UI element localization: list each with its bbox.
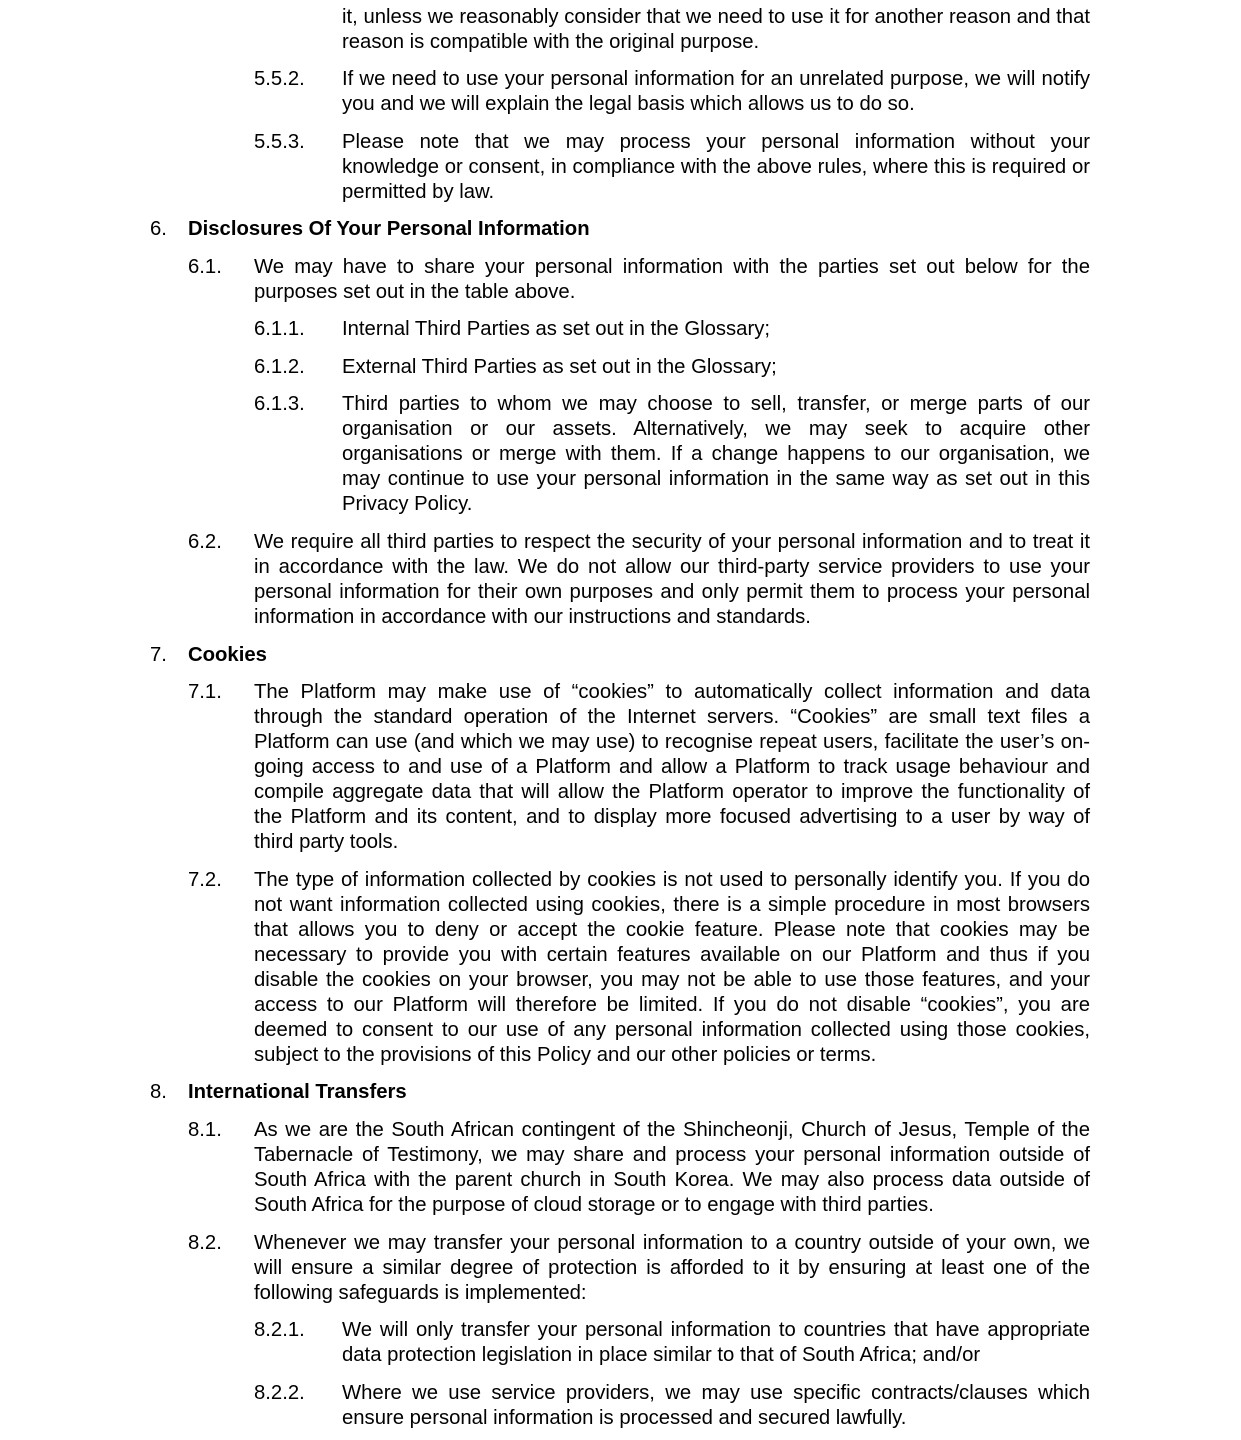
clause-number: 6.2. (188, 531, 222, 553)
clause-5-5-3-text: Please note that we may process your personal information without your knowledge or consent, in compliance with the above rules, where this is required or permitted by law. (342, 131, 1090, 203)
section-number: 7. (150, 644, 167, 666)
clause-8-2-text: Whenever we may transfer your personal information to a country outside of your own, we will ensure a similar degree of protection is afforded to it by ensuring at least one of the following safeguards is implemented: (254, 1232, 1090, 1304)
section-heading-disclosures: Disclosures Of Your Personal Information (188, 218, 590, 240)
clause-number: 6.1.1. (254, 318, 305, 340)
clause-7-1-text: The Platform may make use of “cookies” to automatically collect information and data through the standard operation of the Internet servers. “Cookies” are small text files a Platform can use (and which we may use) to recognise repeat users, facilitate the user’s on-going access to and use of a Platform and allow a Platform to track usage behaviour and compile aggregate data that will allow the Platform operator to improve the functionality of the Platform and its content, and to display more focused advertising to a user by way of third party tools. (254, 681, 1090, 853)
clause-6-2-text: We require all third parties to respect the security of your personal information and to treat it in accordance with the law. We do not allow our third-party service providers to use your personal information for their own purposes and only permit them to process your personal information in accordance with our instructions and standards. (254, 531, 1090, 628)
section-heading-international-transfers: International Transfers (188, 1081, 407, 1103)
clause-number: 8.1. (188, 1119, 222, 1141)
clause-number: 6.1. (188, 256, 222, 278)
clause-6-1-1-text: Internal Third Parties as set out in the Glossary; (342, 318, 770, 340)
clause-5-5-1-continuation: it, unless we reasonably consider that we need to use it for another reason and that reason is compatible with the original purpose. (342, 6, 1090, 53)
clause-8-2-1-text: We will only transfer your personal information to countries that have appropriate data protection legislation in place similar to that of South Africa; and/or (342, 1319, 1090, 1366)
clause-number: 8.2.1. (254, 1319, 305, 1341)
clause-number: 5.5.3. (254, 131, 305, 153)
section-number: 6. (150, 218, 167, 240)
clause-number: 5.5.2. (254, 68, 305, 90)
section-number: 8. (150, 1081, 167, 1103)
clause-6-1-text: We may have to share your personal information with the parties set out below for the purposes set out in the table above. (254, 256, 1090, 303)
clause-number: 8.2.2. (254, 1382, 305, 1404)
clause-8-2-2-text: Where we use service providers, we may use specific contracts/clauses which ensure personal information is processed and secured lawfully. (342, 1382, 1090, 1429)
clause-5-5-2-text: If we need to use your personal information for an unrelated purpose, we will notify you and we will explain the legal basis which allows us to do so. (342, 68, 1090, 115)
clause-number: 6.1.3. (254, 393, 305, 415)
clause-number: 7.2. (188, 869, 222, 891)
clause-number: 7.1. (188, 681, 222, 703)
clause-number: 8.2. (188, 1232, 222, 1254)
section-heading-cookies: Cookies (188, 644, 267, 666)
clause-6-1-2-text: External Third Parties as set out in the Glossary; (342, 356, 777, 378)
clause-6-1-3-text: Third parties to whom we may choose to sell, transfer, or merge parts of our organisation or our assets. Alternatively, we may seek to acquire other organisations or merge with them. If a change happens to our organisation, we may continue to use your personal information in the same way as set out in this Privacy Policy. (342, 393, 1090, 515)
clause-7-2-text: The type of information collected by cookies is not used to personally identify you. If you do not want information collected using cookies, there is a simple procedure in most browsers that allows you to deny or accept the cookie feature. Please note that cookies may be necessary to provide you with certain features available on our Platform and thus if you disable the cookies on your browser, you may not be able to use those features, and your access to our Platform will therefore be limited. If you do not disable “cookies”, you are deemed to consent to our use of any personal information collected using those cookies, subject to the provisions of this Policy and our other policies or terms. (254, 869, 1090, 1066)
clause-number: 6.1.2. (254, 356, 305, 378)
clause-8-1-text: As we are the South African contingent of the Shincheonji, Church of Jesus, Temple of the Tabernacle of Testimony, we may share and process your personal information outside of South Africa with the parent church in South Korea. We may also process data outside of South Africa for the purpose of cloud storage or to engage with third parties. (254, 1119, 1090, 1216)
